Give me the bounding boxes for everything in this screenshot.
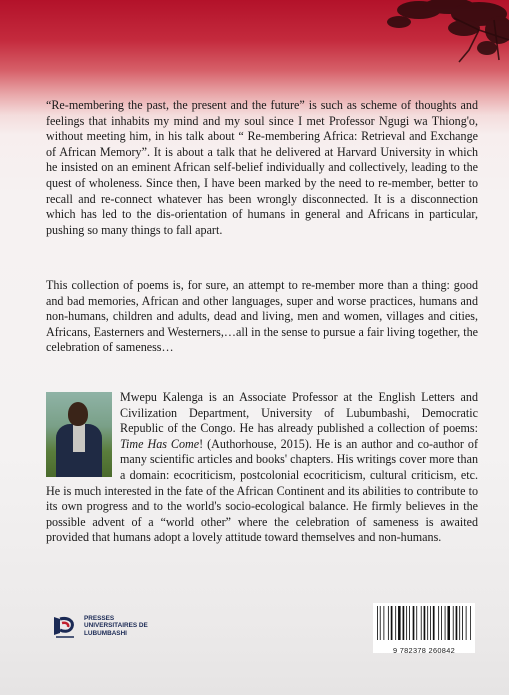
tree-silhouette-icon bbox=[359, 0, 509, 70]
isbn-barcode bbox=[373, 603, 475, 653]
barcode-number: 9 782378 260842 bbox=[392, 646, 456, 655]
author-bio bbox=[46, 390, 478, 546]
author-photo bbox=[46, 392, 112, 477]
book-title: Time Has Come bbox=[120, 436, 200, 451]
author-bio-text-end: ! (Authorhouse, 2015). He is an author and co-author of many scientific articles and books' chapters. His writings cover more than a domain: ecocriticism, postcolonial ecocriticism, cultural criticism, etc. He is much interested in the fate of the African Continent and its abilities to contribute to its own progress and to the world's socio-ecological balance. He firmly believes in the possible advent of a “world other” where the celebration of sameness is awaited provided that humans adopt a lovely attitude toward themselves and non-humans. bbox=[46, 436, 478, 545]
collection-paragraph: This collection of poems is, for sure, an attempt to re-member more than a thing: good and bad memories, African and other languages, super and worse practices, humans and non-humans, children and adults, dead and living, men and women, villages and cities, Africans, Easterners and Westerners,…all in the sense to pursue a fair living together, the celebration of sameness… bbox=[46, 278, 478, 355]
publisher-name-line1: PRESSES bbox=[84, 614, 115, 622]
author-bio-text-start: Mwepu Kalenga is an Associate Professor at the English Letters and Civilization Department, University of Lubumbashi, Democratic Republic of the Congo. He has already published a collection of poems: bbox=[120, 390, 478, 436]
publisher-name-line2: UNIVERSITAIRES DE bbox=[84, 622, 148, 630]
publisher-logo bbox=[50, 611, 148, 641]
intro-paragraph: “Re-membering the past, the present and the future” is such as scheme of thoughts and feelings that inhabits my mind and my soul since I met Professor Ngugi wa Thiong'o, without meeting him, in his talk about “ Re-membering Africa: Retrieval and Exchange of African Memory”. It is about a talk that he delivered at Harvard University in which he insisted on an eminent African self-belief individually and collectively, leading to the quest of wholeness. Since then, I have been marked by the need to re-member, better to recall and re-connect whatever has been wrongly disconnected. It is a disconnection which has led to the dis-orientation of humans in general and Africans in particular, pushing so many things to fall apart. bbox=[46, 98, 478, 237]
publisher-emblem-icon bbox=[50, 611, 80, 641]
publisher-name-line3: LUBUMBASHI bbox=[84, 629, 127, 637]
barcode-bars bbox=[377, 606, 471, 640]
